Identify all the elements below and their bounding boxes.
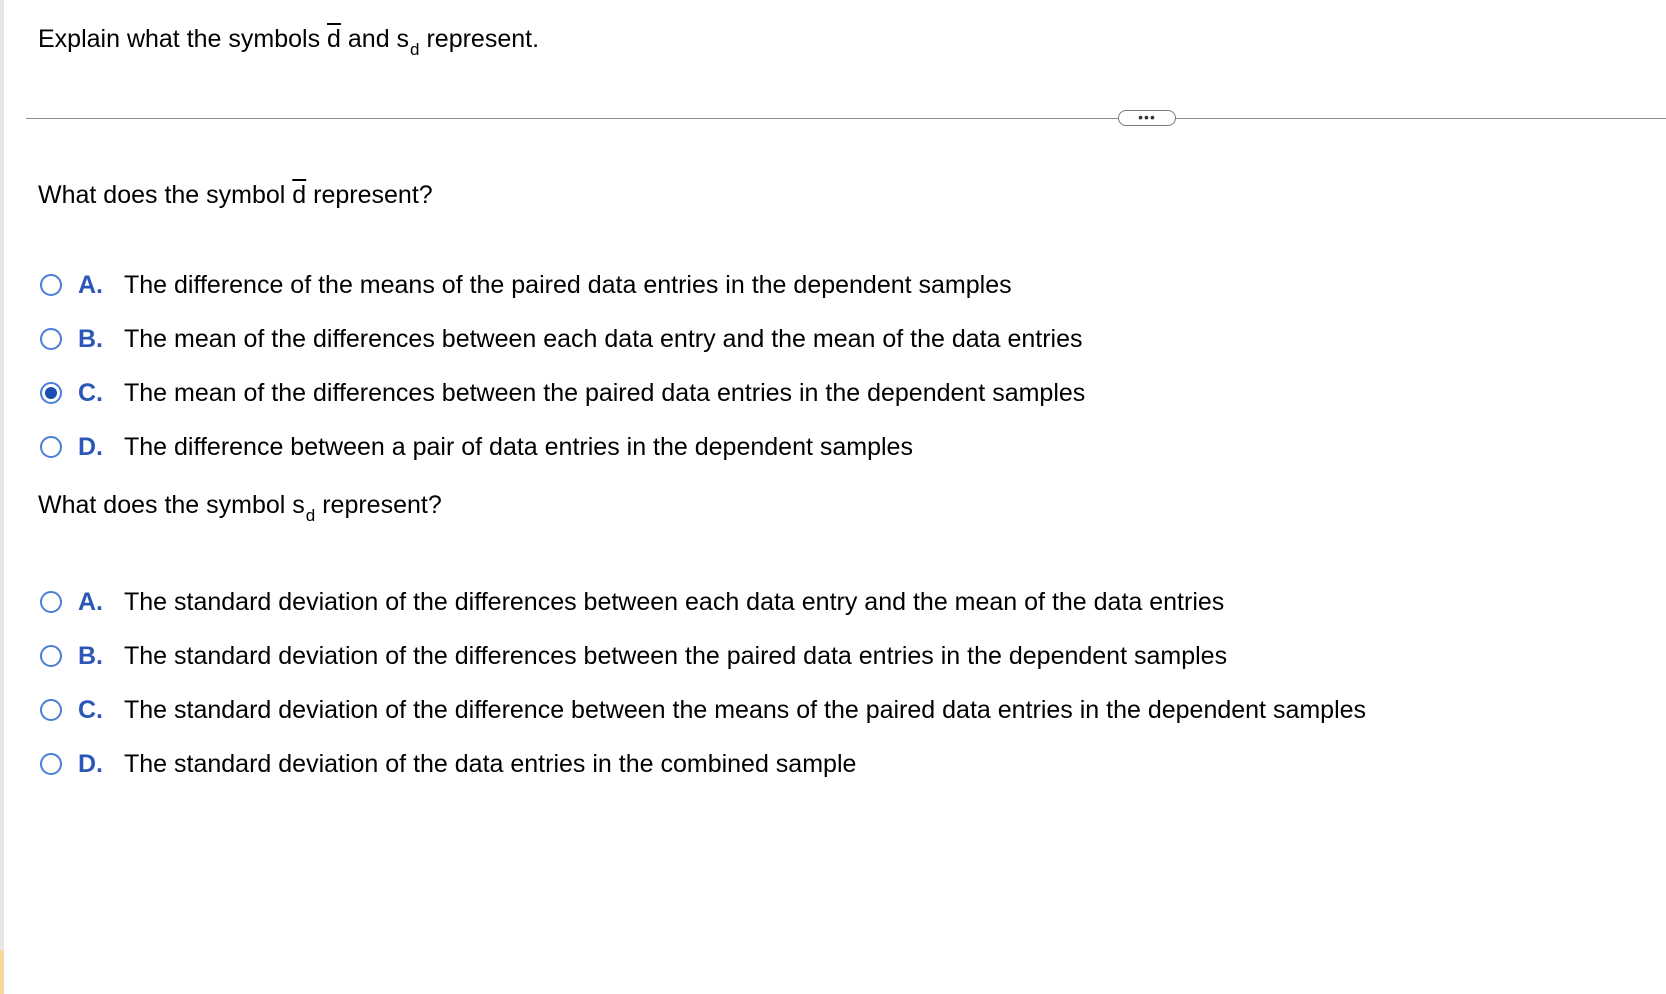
- question-1-options: [40, 258, 1085, 474]
- radio-button-icon[interactable]: [40, 699, 62, 721]
- question-1-option-a[interactable]: [40, 258, 1085, 312]
- option-letter: A.: [78, 270, 103, 299]
- section-divider: [26, 118, 1666, 119]
- radio-button-icon[interactable]: [40, 436, 62, 458]
- question-2-option-d[interactable]: [40, 737, 1366, 791]
- radio-button-icon[interactable]: [40, 591, 62, 613]
- radio-button-icon[interactable]: [40, 645, 62, 667]
- option-text: The mean of the differences between each data entry and the mean of the data entries: [124, 324, 1083, 353]
- question-2-option-c[interactable]: [40, 683, 1366, 737]
- question-1-prefix: What does the symbol: [38, 181, 293, 209]
- option-letter: B.: [78, 324, 103, 353]
- question-2-subscript: d: [305, 506, 316, 525]
- option-letter: D.: [78, 749, 103, 778]
- question-2-prompt: [38, 490, 442, 523]
- question-2-option-a[interactable]: [40, 575, 1366, 629]
- instruction-suffix: represent.: [419, 25, 540, 53]
- instruction-subscript: d: [410, 40, 420, 59]
- question-1-suffix: represent?: [306, 181, 433, 209]
- radio-button-icon[interactable]: [40, 274, 62, 296]
- radio-button-icon[interactable]: [40, 328, 62, 350]
- instruction-prefix: Explain what the symbols: [38, 25, 328, 53]
- option-text: The standard deviation of the difference between the means of the paired data entries in the dependent samples: [124, 695, 1367, 724]
- expand-button[interactable]: •••: [1118, 110, 1176, 126]
- question-1-option-d[interactable]: [40, 420, 1085, 474]
- question-1-prompt: [38, 180, 433, 210]
- question-1-option-b[interactable]: [40, 312, 1085, 366]
- left-border-accent: [0, 950, 4, 994]
- question-2-suffix: represent?: [315, 491, 442, 519]
- option-text: The standard deviation of the data entries in the combined sample: [124, 749, 857, 778]
- option-text: The standard deviation of the differences between each data entry and the mean of the data entries: [124, 587, 1225, 616]
- option-letter: C.: [78, 695, 103, 724]
- instruction-middle: and s: [340, 25, 410, 53]
- left-border: [0, 0, 4, 994]
- instruction-text: [38, 24, 539, 57]
- radio-button-selected-icon[interactable]: [40, 382, 62, 404]
- option-text: The mean of the differences between the paired data entries in the dependent samples: [124, 378, 1086, 407]
- d-bar-symbol: $\overline{d}$: [327, 25, 341, 53]
- option-text: The difference of the means of the paired data entries in the dependent samples: [124, 270, 1012, 299]
- question-2-prefix: What does the symbol s: [38, 491, 305, 519]
- d-bar-symbol: $\overline{d}$: [292, 181, 307, 209]
- radio-dot: [45, 387, 57, 399]
- option-letter: D.: [78, 432, 103, 461]
- radio-button-icon[interactable]: [40, 753, 62, 775]
- option-text: The standard deviation of the differences between the paired data entries in the dependent samples: [124, 641, 1228, 670]
- question-2-options: [40, 575, 1366, 791]
- question-2-option-b[interactable]: [40, 629, 1366, 683]
- option-letter: B.: [78, 641, 103, 670]
- option-letter: A.: [78, 587, 103, 616]
- option-text: The difference between a pair of data entries in the dependent samples: [124, 432, 913, 461]
- option-letter: C.: [78, 378, 103, 407]
- question-1-option-c[interactable]: [40, 366, 1085, 420]
